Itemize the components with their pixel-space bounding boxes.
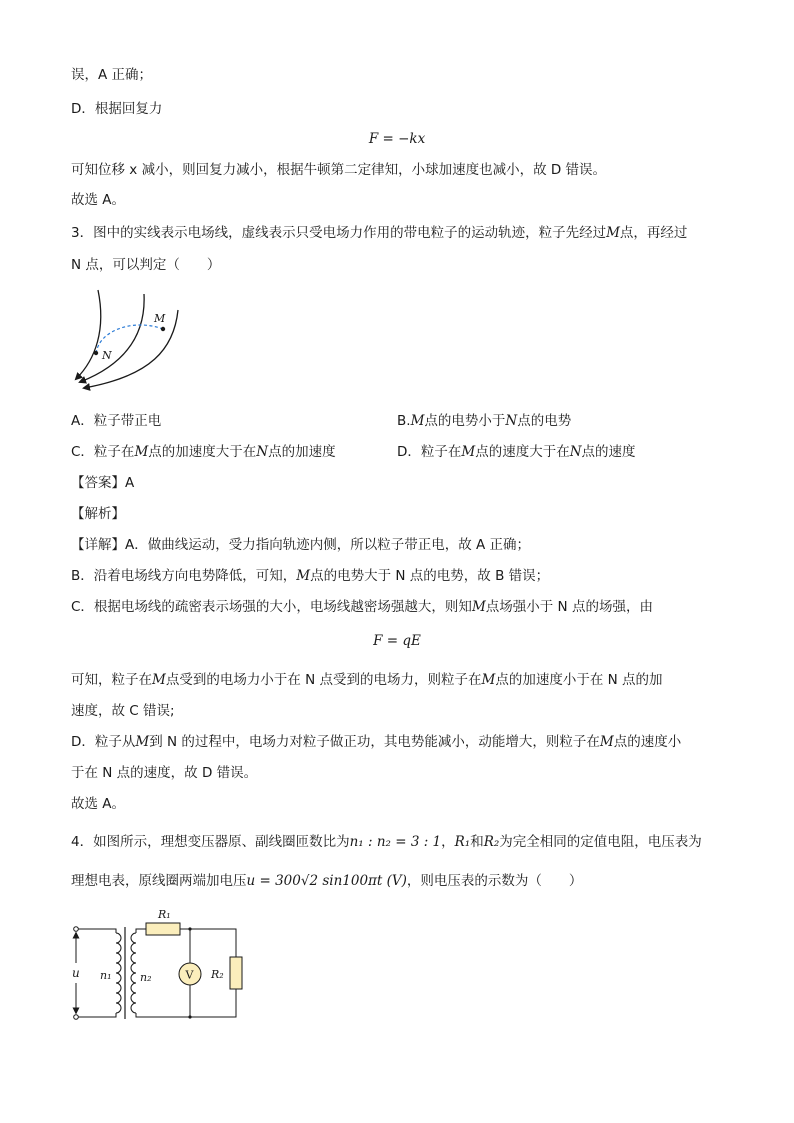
q3-analysis-tag: 【解析】 [71, 506, 125, 522]
q4-stem-d: 为完全相同的定值电阻，电压表为 [499, 834, 702, 850]
q3-option-b [397, 412, 571, 430]
q3-detail-c [71, 598, 653, 616]
q4-voltage: u = 300√2 sin100πt (V) [246, 873, 407, 889]
q3-d-line-1 [71, 733, 681, 751]
q3-field-figure [66, 284, 196, 394]
q3-k-line-2: 速度，故 C 错误; [71, 703, 175, 719]
q4-stem-line-2 [71, 872, 582, 890]
k1-mid: 点受到的电场力小于在 N 点受到的电场力，则粒子在 [165, 672, 482, 688]
opt-d-pre: D．粒子在 [397, 444, 462, 460]
q4-ratio: n₁ : n₂ = 3 : 1 [349, 834, 442, 850]
label-m: M [154, 312, 166, 325]
opt-d-post: 点的速度 [581, 444, 636, 460]
label-u: u [72, 966, 80, 980]
q4-stem-a: 4．如图所示，理想变压器原、副线圈匝数比为 [71, 834, 350, 850]
c-m: M [471, 599, 486, 615]
q3-stem-line-2: N 点，可以判定（ ） [71, 257, 221, 273]
q4-stem2-a: 理想电表，原线圈两端加电压 [71, 873, 247, 889]
q4-r2: R₂ [483, 834, 500, 850]
opt-b-post: 点的电势 [517, 413, 572, 429]
q3-k-line-1 [71, 671, 663, 689]
opt-d-n: N [569, 444, 582, 460]
q3-d-line-2: 于在 N 点的速度，故 D 错误。 [71, 765, 258, 781]
field-line-2 [80, 294, 144, 382]
q3-stem-line-1 [71, 224, 687, 242]
q3-formula: F = qE [373, 633, 421, 649]
c-pre: C．根据电场线的疏密表示场强的大小，电场线越密场强越大，则知 [71, 599, 472, 615]
opt-b-n: N [505, 413, 518, 429]
b-m: M [296, 568, 311, 584]
resistor-r1 [146, 923, 180, 935]
d1-m: M [135, 734, 150, 750]
b-post: 点的电势大于 N 点的电势，故 B 错误； [310, 568, 550, 584]
q3-stem-b: 点，再经过 [619, 225, 688, 241]
k1-m: M [152, 672, 166, 688]
label-n1: n₁ [100, 969, 112, 982]
detail-a-text: A．做曲线运动，受力指向轨迹内侧，所以粒子带正电，故 A 正确； [125, 537, 531, 553]
answer-tag: 【答案】 [71, 475, 125, 491]
c-post: 点场强小于 N 点的场强，由 [485, 599, 653, 615]
opt-c-pre: C．粒子在 [71, 444, 135, 460]
q3-stem-a: 3．图中的实线表示电场线，虚线表示只受电场力作用的带电粒子的运动轨迹，粒子先经过 [71, 225, 607, 241]
q2-line-1: 误，A 正确； [71, 67, 153, 83]
label-n2: n₂ [140, 971, 152, 984]
label-v: V [185, 968, 194, 982]
q4-stem-c: 和 [470, 834, 484, 850]
opt-c-m: M [134, 444, 149, 460]
k1-m2: M [481, 672, 496, 688]
q4-stem2-b: ，则电压表的示数为（ ） [406, 873, 583, 889]
field-line-1 [76, 290, 101, 379]
q3-option-a: A．粒子带正电 [71, 413, 162, 429]
q3-option-d [397, 443, 636, 461]
opt-c-post: 点的加速度 [268, 444, 336, 460]
opt-b-pre: B. [397, 413, 411, 429]
q3-detail-b [71, 567, 549, 585]
label-r1: R₁ [158, 908, 171, 921]
detail-tag: 【详解】 [71, 537, 125, 553]
q3-choose: 故选 A。 [71, 796, 126, 812]
d1-post: 点的速度小 [613, 734, 682, 750]
opt-c-n: N [256, 444, 269, 460]
q3-stem-m: M [606, 225, 620, 241]
opt-d-m: M [461, 444, 476, 460]
q2-explain: 可知位移 x 减小，则回复力减小，根据牛顿第二定律知，小球加速度也减小，故 D 错误。 [71, 162, 607, 178]
k1-pre: 可知，粒子在 [71, 672, 152, 688]
q2-choose: 故选 A。 [71, 192, 126, 208]
opt-c-mid: 点的加速度大于在 [148, 444, 257, 460]
k1-post: 点的加速度小于在 N 点的加 [495, 672, 663, 688]
label-n: N [102, 349, 112, 362]
opt-b-m: M [410, 413, 425, 429]
q2-formula: F = −kx [368, 131, 426, 147]
q4-r1: R₁ [454, 834, 471, 850]
label-r2: R₂ [211, 968, 224, 981]
d1-pre: D．粒子从 [71, 734, 136, 750]
point-m [161, 327, 165, 331]
q4-stem-b: ， [441, 834, 455, 850]
q3-detail-a [71, 536, 530, 554]
d1-mid: 到 N 的过程中，电场力对粒子做正功，其电势能减小，动能增大，则粒子在 [149, 734, 600, 750]
q4-circuit-figure [66, 905, 256, 1027]
b-pre: B．沿着电场线方向电势降低，可知， [71, 568, 297, 584]
opt-b-mid: 点的电势小于 [424, 413, 506, 429]
opt-d-mid: 点的速度大于在 [475, 444, 570, 460]
q3-option-c [71, 443, 336, 461]
q3-answer [71, 474, 134, 492]
q4-stem-line-1 [71, 833, 702, 851]
point-n [94, 351, 98, 355]
answer-value: A [125, 475, 135, 491]
d1-m2: M [599, 734, 614, 750]
q2-d-label: D．根据回复力 [71, 101, 163, 117]
resistor-r2 [230, 957, 242, 989]
